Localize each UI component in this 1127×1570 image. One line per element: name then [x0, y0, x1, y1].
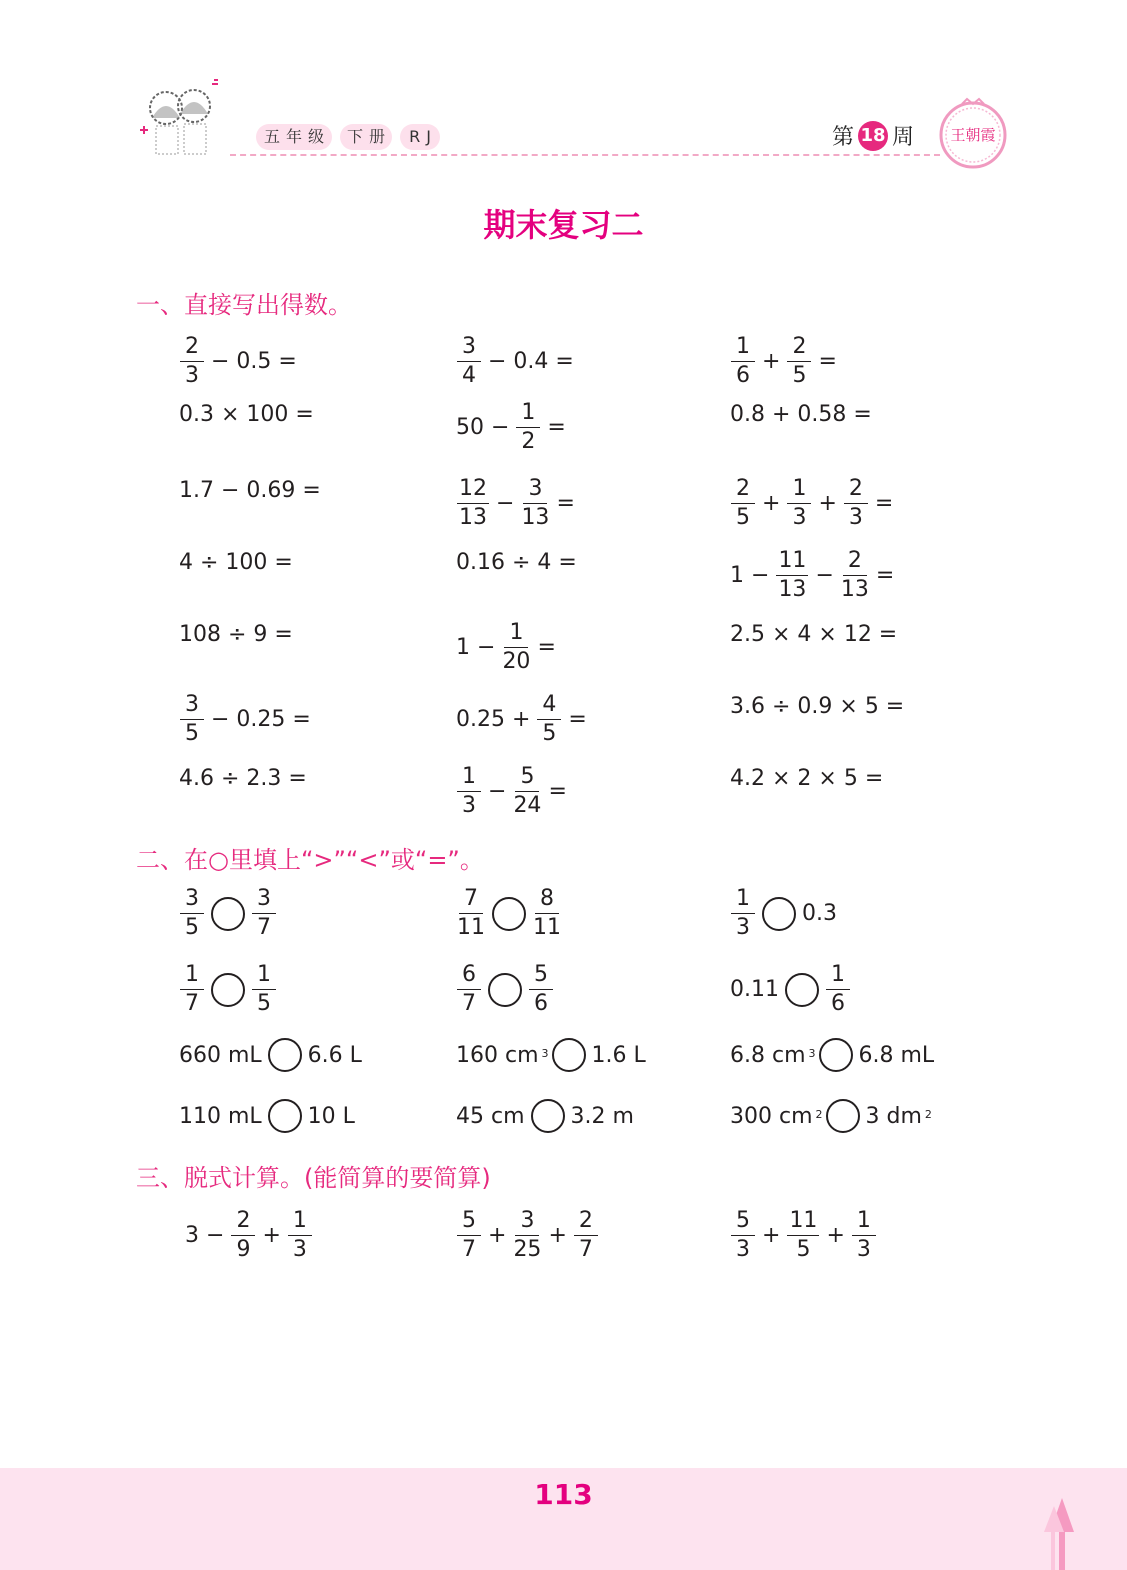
- s2-comparison: [727, 888, 840, 939]
- numerator: 1: [787, 478, 811, 504]
- grade-char: 五: [263, 127, 280, 146]
- comparison-circle[interactable]: [268, 1038, 302, 1072]
- expression-text: −: [488, 779, 507, 804]
- denominator: 2: [521, 429, 536, 454]
- s2-comparison: [176, 1038, 365, 1072]
- s1-problem: [176, 402, 317, 427]
- numerator: 6: [457, 964, 481, 990]
- s2-comparison: [727, 1099, 932, 1133]
- fraction: [457, 964, 481, 1015]
- s1-problem: [176, 694, 314, 745]
- s2-comparison: [176, 1099, 358, 1133]
- numerator: 3: [457, 336, 481, 362]
- s1-problem: [727, 478, 896, 529]
- s1-problem: [453, 694, 590, 745]
- numerator: 3: [252, 888, 276, 914]
- denominator: 11: [533, 915, 561, 940]
- expression-text: 2.5 × 4 × 12 =: [730, 622, 898, 647]
- fraction: [180, 694, 204, 745]
- s1-problem: [727, 622, 900, 647]
- volume-char: 下: [346, 127, 363, 146]
- numerator: 2: [231, 1210, 255, 1236]
- denominator: 25: [513, 1237, 542, 1262]
- fraction: [841, 550, 869, 601]
- denominator: 6: [736, 363, 750, 388]
- denominator: 11: [457, 915, 485, 940]
- denominator: 5: [792, 363, 807, 388]
- expression-text: +: [762, 349, 781, 374]
- numerator: 5: [529, 964, 553, 990]
- expression-text: =: [568, 707, 587, 732]
- s2-comparison: [453, 888, 565, 939]
- header-dashed-rule: [230, 154, 940, 156]
- section-2-heading: 二、在○里填上“>”“<”或“=”。: [136, 846, 484, 874]
- comparison-circle[interactable]: [762, 897, 796, 931]
- denominator: 3: [848, 505, 863, 530]
- numerator: 1: [180, 964, 204, 990]
- s1-problem: [176, 622, 296, 647]
- fraction: [231, 1210, 255, 1261]
- numerator: 1: [852, 1210, 876, 1236]
- s3-expression: [727, 1210, 880, 1261]
- author-seal-stamp: [936, 96, 1010, 170]
- fraction: [731, 478, 755, 529]
- unit-exponent: 3: [808, 1046, 816, 1060]
- denominator: 5: [257, 991, 271, 1016]
- denominator: 7: [185, 991, 199, 1016]
- s2-comparison: [727, 1038, 937, 1072]
- numerator: 5: [515, 766, 539, 792]
- expression-text: 50 −: [456, 415, 510, 440]
- expression-text: =: [556, 491, 575, 516]
- fraction: [502, 622, 530, 673]
- comparison-circle[interactable]: [826, 1099, 860, 1133]
- expression-text: 3.2 m: [570, 1103, 634, 1129]
- denominator: 6: [534, 991, 548, 1016]
- comparison-circle[interactable]: [819, 1038, 853, 1072]
- expression-text: − 0.4 =: [488, 349, 574, 374]
- denominator: 20: [502, 649, 531, 674]
- expression-text: +: [762, 491, 781, 516]
- numerator: 2: [180, 336, 204, 362]
- denominator: 6: [830, 991, 845, 1016]
- numerator: 5: [457, 1210, 481, 1236]
- expression-text: =: [537, 635, 556, 660]
- volume-char: 册: [369, 127, 386, 146]
- unit-exponent: 2: [924, 1107, 932, 1121]
- fraction: [513, 766, 541, 817]
- section-3-heading: 三、脱式计算。(能简算的要简算): [136, 1164, 491, 1192]
- numerator: 4: [537, 694, 561, 720]
- s1-problem: [176, 336, 300, 387]
- week-suffix: 周: [892, 125, 915, 150]
- expression-text: 0.3: [802, 901, 837, 926]
- s1-problem: [453, 766, 570, 817]
- fraction: [574, 1210, 598, 1261]
- s2-comparison: [176, 888, 280, 939]
- denominator: 24: [513, 793, 542, 818]
- numerator: 2: [844, 478, 868, 504]
- expression-text: 300 cm: [730, 1103, 813, 1129]
- numerator: 2: [731, 478, 755, 504]
- expression-text: 110 mL: [179, 1103, 262, 1129]
- unit-exponent: 2: [815, 1107, 823, 1121]
- up-arrow-icon: [1040, 1498, 1076, 1570]
- denominator: 9: [236, 1237, 251, 1262]
- grade-pill: [256, 124, 332, 150]
- edition-pill: [400, 124, 440, 150]
- denominator: 4: [462, 363, 476, 388]
- s1-problem: [727, 766, 886, 791]
- s1-problem: [176, 766, 310, 791]
- denominator: 7: [462, 991, 476, 1016]
- s3-expression: [182, 1210, 316, 1261]
- numerator: 2: [574, 1210, 598, 1236]
- denominator: 13: [521, 505, 550, 530]
- expression-text: 160 cm: [456, 1042, 539, 1068]
- s1-problem: [453, 550, 580, 575]
- fraction: [776, 550, 808, 601]
- page-title: 期末复习二: [483, 206, 644, 244]
- numerator: 1: [288, 1210, 312, 1236]
- expression-text: =: [818, 349, 837, 374]
- expression-text: 6.8 mL: [858, 1042, 935, 1068]
- numerator: 1: [252, 964, 276, 990]
- expression-text: 0.25 +: [456, 707, 531, 732]
- fraction: [826, 964, 850, 1015]
- expression-text: =: [874, 491, 894, 516]
- fraction: [457, 888, 485, 939]
- grade-char: 级: [308, 127, 325, 146]
- fraction: [852, 1210, 876, 1261]
- s1-problem: [453, 402, 569, 453]
- fraction: [521, 478, 549, 529]
- expression-text: 3 −: [185, 1223, 225, 1248]
- expression-text: +: [488, 1223, 507, 1248]
- edition-char: J: [426, 127, 431, 146]
- comparison-circle[interactable]: [492, 897, 526, 931]
- expression-text: 1 −: [456, 635, 496, 660]
- week-label: [832, 120, 914, 151]
- fraction: [180, 336, 204, 387]
- s1-problem: [727, 694, 907, 719]
- denominator: 5: [542, 721, 557, 746]
- expression-text: 0.11: [730, 977, 779, 1002]
- denominator: 13: [840, 577, 869, 602]
- expression-text: 3.6 ÷ 0.9 × 5 =: [730, 694, 905, 719]
- expression-text: 3 dm: [865, 1103, 922, 1129]
- numerator: 2: [787, 336, 811, 362]
- fraction: [731, 1210, 755, 1261]
- fraction: [533, 888, 561, 939]
- s1-problem: [727, 336, 840, 387]
- expression-text: 4 ÷ 100 =: [179, 550, 293, 575]
- numerator: 2: [843, 550, 867, 576]
- fraction: [731, 336, 755, 387]
- expression-text: −: [496, 491, 515, 516]
- expression-text: 0.8 + 0.58 =: [730, 402, 872, 427]
- numerator: 11: [787, 1210, 819, 1236]
- numerator: 12: [457, 478, 489, 504]
- s1-problem: [727, 402, 875, 427]
- numerator: 11: [776, 550, 808, 576]
- numerator: 3: [515, 1210, 539, 1236]
- expression-text: +: [762, 1223, 781, 1248]
- week-number-badge: 18: [858, 121, 888, 151]
- s2-comparison: [453, 1038, 649, 1072]
- expression-text: 10 L: [307, 1103, 355, 1129]
- s1-problem: [453, 478, 578, 529]
- fraction: [731, 888, 755, 939]
- numerator: 5: [731, 1210, 755, 1236]
- s2-comparison: [176, 964, 280, 1015]
- denominator: 5: [796, 1237, 811, 1262]
- numerator: 3: [180, 694, 204, 720]
- expression-text: −: [815, 563, 834, 588]
- fraction: [537, 694, 561, 745]
- comparison-circle[interactable]: [488, 973, 522, 1007]
- expression-text: =: [875, 563, 895, 588]
- expression-text: 6.6 L: [307, 1042, 362, 1068]
- s2-comparison: [727, 964, 854, 1015]
- cartoon-children-icon: [138, 74, 234, 160]
- s1-problem: [176, 478, 324, 503]
- page-number: 113: [534, 1478, 593, 1511]
- s2-comparison: [453, 964, 557, 1015]
- expression-text: 0.3 × 100 =: [179, 402, 314, 427]
- comparison-circle[interactable]: [211, 897, 245, 931]
- fraction: [252, 964, 276, 1015]
- expression-text: =: [547, 415, 566, 440]
- numerator: 1: [826, 964, 850, 990]
- s1-problem: [453, 622, 559, 673]
- numerator: 1: [731, 336, 755, 362]
- expression-text: 6.8 cm: [730, 1042, 806, 1068]
- fraction: [787, 336, 811, 387]
- expression-text: +: [262, 1223, 281, 1248]
- unit-exponent: 3: [541, 1046, 549, 1060]
- expression-text: 1.6 L: [591, 1042, 646, 1068]
- s1-problem: [176, 550, 296, 575]
- denominator: 5: [736, 505, 750, 530]
- fraction: [457, 336, 481, 387]
- s1-problem: [727, 550, 897, 601]
- grade-char: 年: [285, 127, 302, 146]
- comparison-circle[interactable]: [552, 1038, 586, 1072]
- denominator: 3: [462, 793, 476, 818]
- denominator: 3: [736, 1237, 750, 1262]
- numerator: 1: [731, 888, 755, 914]
- seal-text: 王朝霞: [950, 126, 996, 144]
- denominator: 3: [792, 505, 807, 530]
- expression-text: 4.6 ÷ 2.3 =: [179, 766, 307, 791]
- section-1-heading: 一、直接写出得数。: [136, 291, 352, 319]
- denominator: 7: [257, 915, 271, 940]
- volume-pill: [340, 124, 392, 150]
- numerator: 7: [459, 888, 483, 914]
- denominator: 5: [185, 721, 199, 746]
- denominator: 7: [462, 1237, 476, 1262]
- s2-comparison: [453, 1099, 637, 1133]
- expression-text: +: [548, 1223, 567, 1248]
- denominator: 13: [459, 505, 487, 530]
- week-prefix: 第: [832, 125, 855, 150]
- expression-text: 4.2 × 2 × 5 =: [730, 766, 884, 791]
- expression-text: 660 mL: [179, 1042, 262, 1068]
- numerator: 3: [180, 888, 204, 914]
- expression-text: − 0.25 =: [211, 707, 311, 732]
- fraction: [516, 402, 540, 453]
- expression-text: 1 −: [730, 563, 770, 588]
- numerator: 3: [523, 478, 547, 504]
- denominator: 3: [185, 363, 199, 388]
- fraction: [457, 766, 481, 817]
- numerator: 1: [516, 402, 540, 428]
- fraction: [180, 964, 204, 1015]
- comparison-circle[interactable]: [268, 1099, 302, 1133]
- comparison-circle[interactable]: [531, 1099, 565, 1133]
- fraction: [252, 888, 276, 939]
- edition-char: R: [409, 127, 421, 146]
- s1-problem: [453, 336, 577, 387]
- numerator: 1: [504, 622, 528, 648]
- fraction: [288, 1210, 312, 1261]
- expression-text: 1.7 − 0.69 =: [179, 478, 321, 503]
- fraction: [844, 478, 868, 529]
- expression-text: 0.16 ÷ 4 =: [456, 550, 577, 575]
- fraction: [457, 478, 489, 529]
- denominator: 3: [856, 1237, 871, 1262]
- expression-text: 45 cm: [456, 1103, 525, 1129]
- expression-text: =: [548, 779, 567, 804]
- expression-text: 108 ÷ 9 =: [179, 622, 293, 647]
- expression-text: +: [818, 491, 837, 516]
- s3-expression: [453, 1210, 602, 1261]
- fraction: [457, 1210, 481, 1261]
- fraction: [529, 964, 553, 1015]
- numerator: 8: [535, 888, 559, 914]
- fraction: [513, 1210, 541, 1261]
- denominator: 3: [292, 1237, 307, 1262]
- denominator: 13: [778, 577, 807, 602]
- numerator: 1: [457, 766, 481, 792]
- expression-text: − 0.5 =: [211, 349, 297, 374]
- fraction: [787, 1210, 819, 1261]
- denominator: 7: [578, 1237, 593, 1262]
- comparison-circle[interactable]: [211, 973, 245, 1007]
- fraction: [180, 888, 204, 939]
- denominator: 5: [185, 915, 199, 940]
- comparison-circle[interactable]: [785, 973, 819, 1007]
- expression-text: +: [826, 1223, 845, 1248]
- denominator: 3: [736, 915, 750, 940]
- fraction: [787, 478, 811, 529]
